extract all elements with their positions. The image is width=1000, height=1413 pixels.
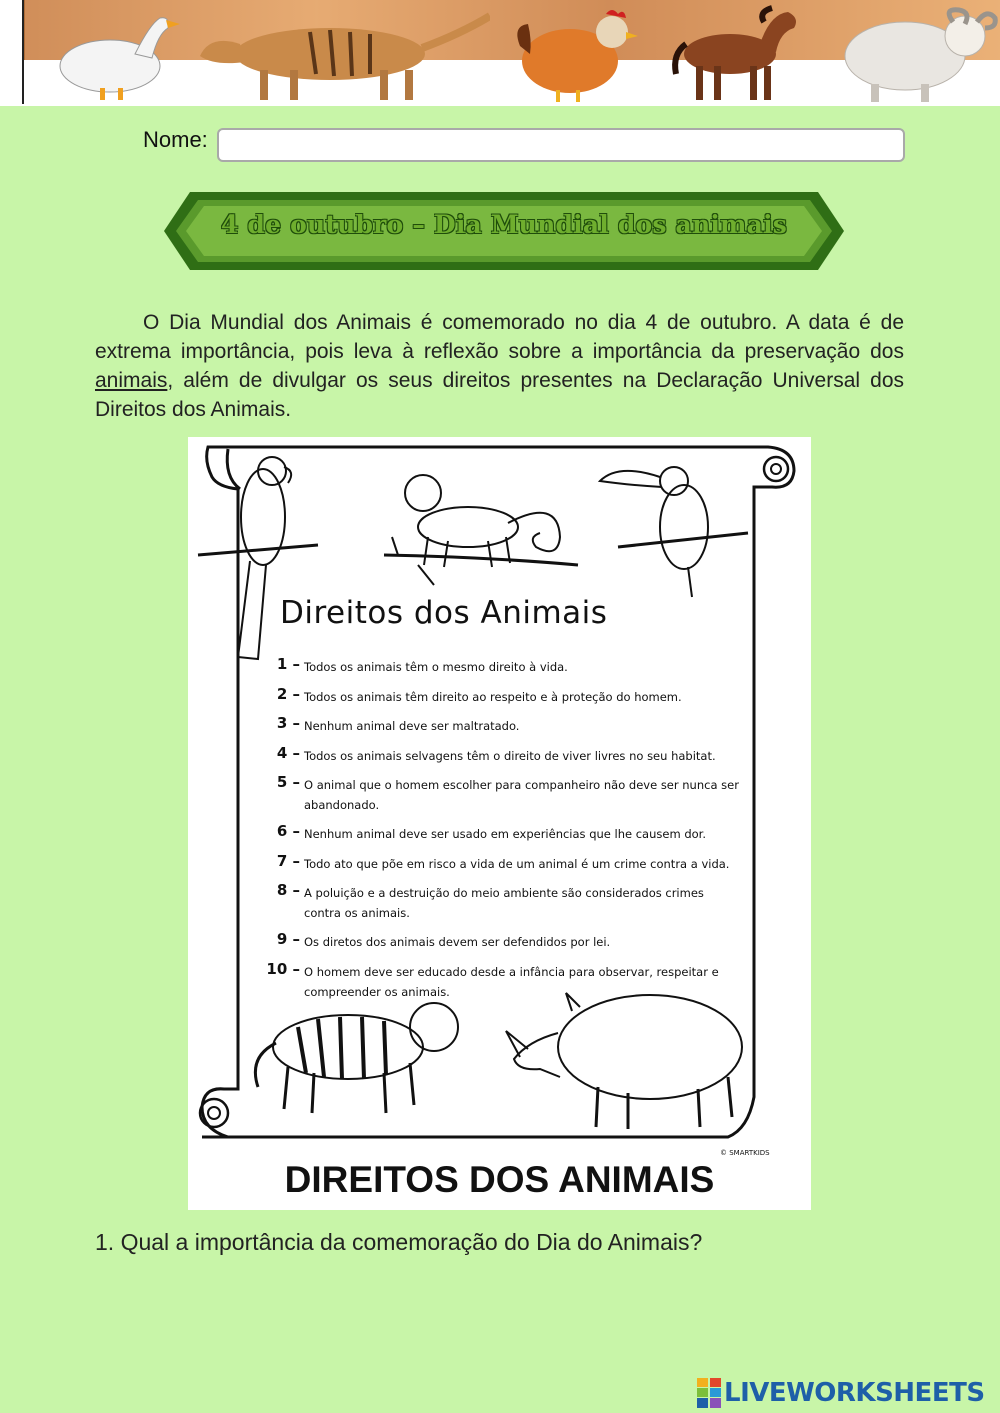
list-item [260,822,760,852]
right-text: Todos os animais têm direito ao respeito e à proteção do homem. [304,689,682,704]
right-number: 3 – [276,714,300,732]
right-number: 2 – [276,684,300,703]
list-item [260,655,760,685]
header-banner [0,0,1000,106]
right-text: Todo ato que põe em risco a vida de um animal é um crime contra a vida. [304,856,730,871]
sheep-icon [825,4,1000,104]
right-text: Todos os animais têm o mesmo direito à vida. [304,660,568,674]
right-text: A poluição e a destruição do meio ambiente são considerados crimes contra os animais. [304,886,704,920]
right-number: 5 – [276,773,300,791]
liveworksheets-wordmark: LIVEWORKSHEETS [724,1378,985,1408]
poster-credit: © SMARTKIDS [720,1149,770,1157]
right-number: 9 – [276,930,300,948]
goose-icon [40,4,180,104]
right-text: O animal que o homem escolher para companheiro não deve ser nunca ser abandonado. [304,778,739,812]
liveworksheets-logo[interactable] [697,1376,985,1410]
list-item [260,685,760,715]
right-text: Nenhum animal deve ser maltratado. [304,719,520,733]
question-1: 1. Qual a importância da comemoração do Dia do Animais? [95,1229,703,1255]
monkey-icon [384,475,578,585]
right-number: 7 – [276,851,300,870]
list-item [260,744,760,774]
intro-text-start: O Dia Mundial dos Animais é comemorado no dia 4 de outubro. A data é de extrema importância, pois leva à reflexão sobre a importância da preservação dos [95,311,904,363]
right-number: 10 – [266,959,300,978]
list-item [260,930,760,960]
name-input[interactable] [217,128,905,162]
name-label: Nome: [143,127,208,152]
right-text: Nenhum animal deve ser usado em experiências que lhe causem dor. [304,827,706,841]
list-item [260,714,760,744]
intro-text-end: , além de divulgar os seus direitos presentes na Declaração Universal dos Direitos dos Animais. [95,369,904,421]
poster-title: Direitos dos Animais [280,595,608,631]
list-item [260,881,760,930]
poster-caption: DIREITOS DOS ANIMAIS [284,1159,715,1200]
right-number: 1 – [276,655,300,673]
page-title: 4 de outubro – Dia Mundial dos animais [220,210,788,239]
right-text: O homem deve ser educado desde a infância para observar, respeitar e compreender os animais. [304,964,719,999]
intro-paragraph [95,308,904,424]
rights-list [260,655,760,1009]
list-item [260,852,760,882]
toucan-icon [600,467,748,597]
right-number: 8 – [276,881,300,899]
thylacine-icon [190,4,490,104]
right-number: 6 – [276,822,300,840]
list-item [260,960,760,1009]
list-item [260,773,760,822]
right-text: Os diretos dos animais devem ser defendidos por lei. [304,935,611,949]
hen-icon [510,6,640,104]
tiger-icon [255,1003,458,1113]
right-number: 4 – [276,743,300,762]
rhinoceros-icon [506,993,742,1129]
animals-link[interactable]: animais [95,369,168,392]
right-text: Todos os animais selvagens têm o direito de viver livres no seu habitat. [304,748,716,763]
rights-poster [188,437,811,1210]
horse-icon [660,4,810,104]
liveworksheets-mark-icon [697,1378,721,1408]
